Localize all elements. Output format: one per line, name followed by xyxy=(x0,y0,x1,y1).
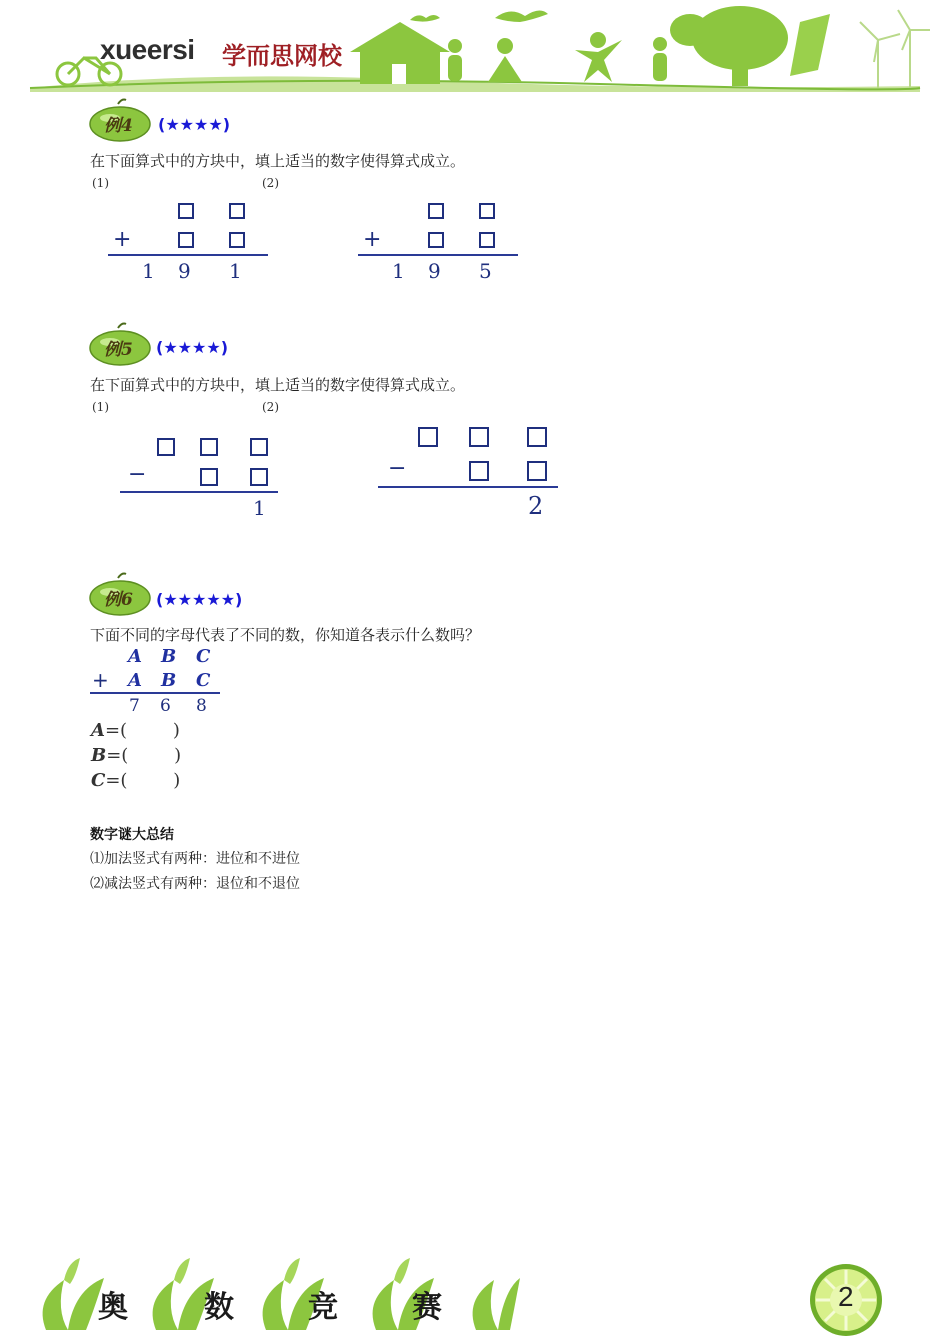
sum-line xyxy=(108,254,268,256)
difficulty-stars: (★★★★) xyxy=(158,115,230,134)
answer-line-c: C=( ) xyxy=(91,770,181,791)
example-badge-apple-icon xyxy=(88,572,152,616)
answer-box[interactable] xyxy=(229,203,245,219)
difference-line xyxy=(120,491,278,493)
example-badge-label: 例4 xyxy=(104,116,133,136)
puzzle-letter: C xyxy=(196,646,211,667)
result-digit: 8 xyxy=(196,696,207,716)
puzzle-letter: A xyxy=(128,670,142,691)
summary-title: 数字谜大总结 xyxy=(90,827,174,843)
footer-char: 数 xyxy=(204,1290,234,1325)
result-digit: 1 xyxy=(142,259,155,283)
difficulty-stars: (★★★★) xyxy=(156,338,228,357)
answer-box[interactable] xyxy=(250,468,268,486)
result-digit: 1 xyxy=(253,496,266,520)
difficulty-stars: (★★★★★) xyxy=(156,590,243,609)
brand-name-english: xueersi xyxy=(100,34,195,65)
page-number: 2 xyxy=(838,1281,854,1312)
example-badge-label: 例5 xyxy=(104,340,133,360)
plus-sign: + xyxy=(113,227,132,252)
answer-box[interactable] xyxy=(157,438,175,456)
answer-box[interactable] xyxy=(178,203,194,219)
question-text: 在下面算式中的方块中，填上适当的数字使得算式成立。 xyxy=(90,152,466,170)
result-digit: 9 xyxy=(428,259,441,283)
brand-name-chinese: 学而思网校 xyxy=(222,42,342,70)
plus-sign: + xyxy=(92,668,109,692)
difference-line xyxy=(378,486,558,488)
question-text: 在下面算式中的方块中，填上适当的数字使得算式成立。 xyxy=(90,376,466,394)
answer-box[interactable] xyxy=(418,427,438,447)
example-badge-label: 例6 xyxy=(104,590,133,610)
tree-icon xyxy=(670,6,830,86)
sum-line xyxy=(358,254,518,256)
plus-sign: + xyxy=(363,227,382,252)
puzzle-letter: B xyxy=(161,670,177,691)
part-label: (1) xyxy=(92,176,109,190)
answer-box[interactable] xyxy=(200,438,218,456)
summary-item: ⑴加法竖式有两种：进位和不进位 xyxy=(90,851,300,867)
children-figures-icon xyxy=(448,32,667,82)
leaf-sprout-icon xyxy=(43,1258,104,1330)
result-digit: 1 xyxy=(229,259,242,283)
bird-icon xyxy=(410,10,548,22)
page-header xyxy=(0,0,950,100)
puzzle-letter: A xyxy=(128,646,142,667)
result-digit: 6 xyxy=(160,696,171,716)
leaf-sprout-icon xyxy=(473,1278,520,1330)
summary-item: ⑵减法竖式有两种：退位和不退位 xyxy=(90,876,300,892)
answer-box[interactable] xyxy=(250,438,268,456)
answer-line-b: B=( ) xyxy=(91,745,182,766)
result-digit: 5 xyxy=(479,259,492,283)
wind-turbine-icon xyxy=(860,10,930,88)
answer-box[interactable] xyxy=(428,203,444,219)
answer-box[interactable] xyxy=(178,232,194,248)
footer-char: 赛 xyxy=(412,1290,442,1325)
footer-char: 竞 xyxy=(308,1290,338,1325)
footer-char: 奥 xyxy=(98,1290,128,1325)
example-badge-apple-icon xyxy=(88,322,152,366)
answer-box[interactable] xyxy=(527,461,547,481)
answer-box[interactable] xyxy=(428,232,444,248)
answer-box[interactable] xyxy=(469,461,489,481)
result-digit: 7 xyxy=(129,696,140,716)
answer-box[interactable] xyxy=(229,232,245,248)
answer-box[interactable] xyxy=(200,468,218,486)
puzzle-letter: C xyxy=(196,670,211,691)
answer-box[interactable] xyxy=(469,427,489,447)
house-icon xyxy=(350,22,450,84)
question-text: 下面不同的字母代表了不同的数，你知道各表示什么数吗？ xyxy=(90,626,481,644)
minus-sign: − xyxy=(128,462,147,487)
part-label: (2) xyxy=(262,400,279,414)
minus-sign: − xyxy=(388,456,407,481)
result-digit: 9 xyxy=(178,259,191,283)
puzzle-letter: B xyxy=(161,646,177,667)
result-digit: 2 xyxy=(528,492,544,520)
part-label: (2) xyxy=(262,176,279,190)
result-digit: 1 xyxy=(392,259,405,283)
answer-line-a: A=( ) xyxy=(91,720,180,741)
answer-box[interactable] xyxy=(527,427,547,447)
answer-box[interactable] xyxy=(479,203,495,219)
answer-box[interactable] xyxy=(479,232,495,248)
sum-line xyxy=(90,692,220,694)
part-label: (1) xyxy=(92,400,109,414)
example-badge-apple-icon xyxy=(88,98,152,142)
